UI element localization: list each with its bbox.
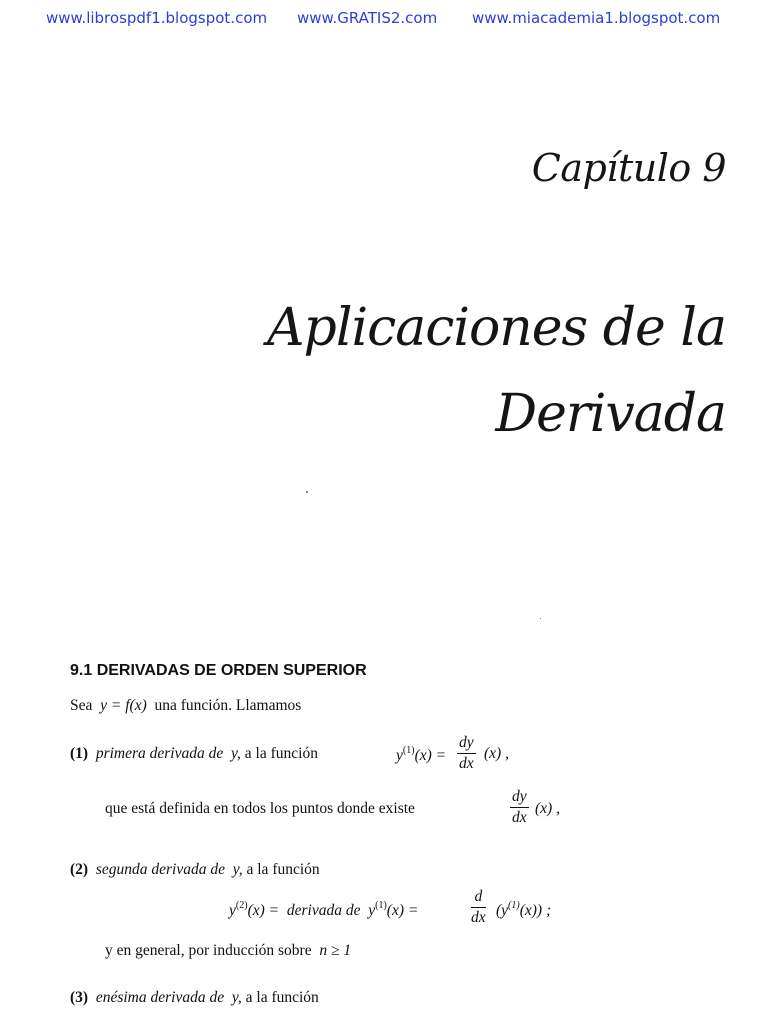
section-heading: 9.1 DERIVADAS DE ORDEN SUPERIOR bbox=[70, 662, 367, 679]
item1-number: (1) bbox=[70, 745, 89, 762]
item1-fraction bbox=[457, 734, 476, 773]
item2-text: a la función bbox=[246, 861, 320, 878]
link-miacademia[interactable]: www.miacademia1.blogspot.com bbox=[472, 9, 721, 27]
item2-line bbox=[70, 861, 320, 879]
general-equation: n ≥ 1 bbox=[319, 942, 352, 959]
general-line bbox=[105, 942, 351, 960]
item3-text: a la función bbox=[245, 989, 319, 1006]
item2-frac-den: dx bbox=[471, 909, 486, 926]
item2-mid: derivada de bbox=[286, 902, 361, 919]
chapter-label: Capítulo 9 bbox=[531, 146, 726, 190]
item1-lhs-order: (1) bbox=[402, 745, 415, 756]
intro-equation: y = f(x) bbox=[100, 697, 147, 714]
item1-lhs-arg: (x) = bbox=[414, 747, 447, 764]
item3-line bbox=[70, 989, 319, 1007]
item3-var: y, bbox=[231, 989, 242, 1006]
item2-y1-arg: (x) = bbox=[386, 902, 419, 919]
link-gratis2[interactable]: www.GRATIS2.com bbox=[297, 9, 438, 27]
item2-number: (2) bbox=[70, 861, 89, 878]
chapter-title-line2: Derivada bbox=[495, 384, 726, 444]
item1-lhs bbox=[396, 745, 446, 765]
item3-number: (3) bbox=[70, 989, 89, 1006]
item1-var: y, bbox=[231, 745, 241, 762]
item2-rhs bbox=[496, 900, 551, 920]
item2-frac-num: d bbox=[471, 888, 486, 908]
item1-text: a la función bbox=[244, 745, 318, 762]
item2-lhs-arg: (x) = bbox=[247, 902, 280, 919]
item3-term: enésima derivada de bbox=[95, 989, 225, 1006]
item2-term: segunda derivada de bbox=[95, 861, 225, 878]
header-links bbox=[0, 9, 768, 29]
intro-word: Sea bbox=[70, 697, 93, 714]
item1-note: que está definida en todos los puntos donde existe bbox=[105, 800, 415, 817]
item1-frac-num: dy bbox=[457, 734, 476, 754]
item2-rhs-close: (x)) ; bbox=[519, 902, 552, 919]
item1-note-rhs: (x) , bbox=[535, 800, 560, 817]
chapter-title-line1: Aplicaciones de la bbox=[267, 298, 726, 358]
item1-note-frac-den: dx bbox=[512, 809, 527, 826]
item1-term: primera derivada de bbox=[95, 745, 224, 762]
item1-note-fraction bbox=[510, 788, 529, 827]
item2-equation-left bbox=[229, 900, 418, 920]
item1-lhs-base: y bbox=[396, 747, 403, 764]
link-librospdf[interactable]: www.librospdf1.blogspot.com bbox=[46, 9, 268, 27]
scan-speck bbox=[540, 618, 541, 619]
item2-y1-base: y bbox=[368, 902, 376, 919]
item1-line bbox=[70, 745, 318, 763]
item1-frac-den: dx bbox=[459, 755, 474, 772]
item2-fraction bbox=[471, 888, 486, 927]
item1-note-frac-num: dy bbox=[510, 788, 529, 808]
intro-text: una función. Llamamos bbox=[154, 697, 302, 714]
item1-rhs: (x) , bbox=[484, 745, 509, 762]
item2-lhs-order: (2) bbox=[235, 900, 248, 911]
intro-line bbox=[70, 697, 301, 715]
scan-speck bbox=[306, 491, 308, 493]
item2-var: y, bbox=[232, 861, 243, 878]
general-text: y en general, por inducción sobre bbox=[105, 942, 312, 959]
item2-lhs-base: y bbox=[229, 902, 236, 919]
item2-rhs-open: (y bbox=[496, 902, 509, 919]
item2-rhs-order: (1) bbox=[508, 900, 520, 911]
item2-y1-order: (1) bbox=[375, 900, 387, 911]
